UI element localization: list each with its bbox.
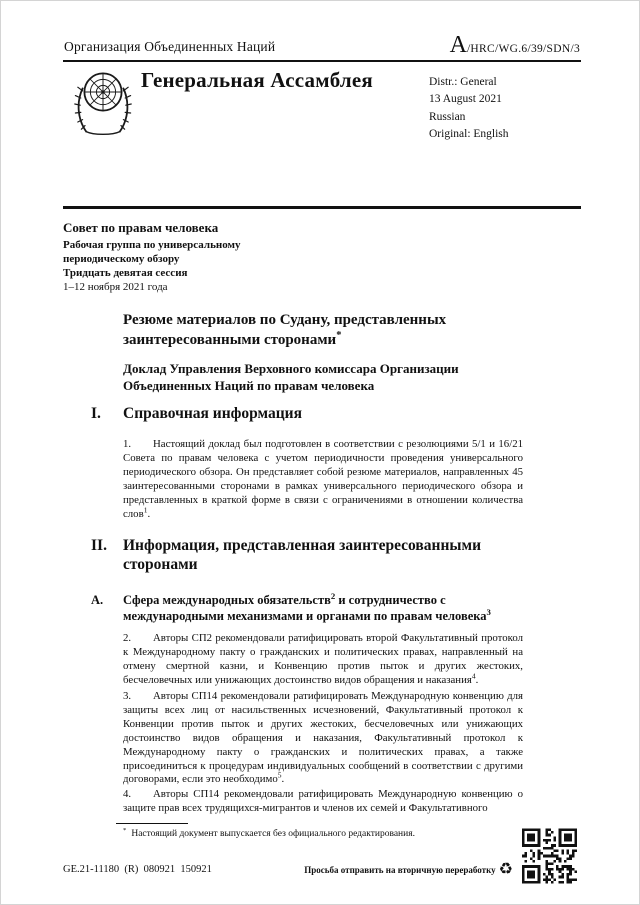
footnote-rule bbox=[116, 823, 188, 824]
doc-symbol bbox=[450, 32, 580, 59]
section-heading-1 bbox=[91, 405, 551, 423]
ge-document-number: GE.21-11180 (R) 080921 150921 bbox=[63, 864, 212, 875]
session-block bbox=[63, 220, 241, 294]
footnote-ref: 2 bbox=[330, 590, 336, 601]
distribution-block bbox=[429, 74, 509, 143]
session-dates: 1–12 ноября 2021 года bbox=[63, 280, 168, 293]
doc-symbol-series: A bbox=[449, 32, 467, 58]
qr-code bbox=[522, 827, 577, 885]
footnote-marker: * bbox=[123, 826, 127, 834]
doc-symbol-number: /HRC/WG.6/39/SDN/3 bbox=[466, 43, 580, 55]
footnote-ref: 3 bbox=[486, 607, 491, 618]
paragraph-3: 3. Авторы СП14 рекомендовали ратифицировать Международную конвенцию для защиты всех лиц от насильственных исчезновений, Факультативный протокол к Конвенции против пыток и других жестоких, бесчеловечных или унижающих достоинство видов обращения и наказания, Факультативный протокол к Международному пакту о гражданских и политических правах, а также присоединиться к процедурам индивидуальных сообщений в соответствии с другими договорами, если это необходимо$^5$. bbox=[123, 690, 523, 786]
working-group-line1: Рабочая группа по универсальному bbox=[63, 239, 241, 252]
section-heading-2 bbox=[91, 536, 541, 575]
org-name: Организация Объединенных Наций bbox=[64, 39, 276, 54]
document-title: Резюме материалов по Судану, представленных заинтересованными сторонами* bbox=[123, 312, 447, 348]
council-name: Совет по правам человека bbox=[63, 220, 219, 235]
subsection-heading-a bbox=[91, 592, 561, 625]
session-number: Тридцать девятая сессия bbox=[63, 266, 188, 279]
footnote-ref: 5 bbox=[277, 770, 282, 780]
section-title: Информация, представленная заинтересованными сторонами bbox=[123, 537, 481, 574]
distr-line: Distr.: General bbox=[429, 76, 497, 88]
section-number: I. bbox=[91, 405, 101, 422]
subsection-title: Сфера международных обязательств$^2$ и сотрудничество с международными механизмами и органами по правам человека$^3$ bbox=[123, 590, 491, 624]
section-number: II. bbox=[91, 537, 107, 554]
page-title: Генеральная Ассамблея bbox=[141, 68, 373, 92]
paragraph-1: 1. Настоящий доклад был подготовлен в соответствии с резолюциями 5/1 и 16/21 Совета по правам человека с учетом периодичности проведения универсального периодического обзора. Он представляет собой резюме материалов, направленных 45 заинтересованными сторонами в рамках универсального периодического обзора и представленных в краткой форме в связи с ограничениями в отношении количества слов$^1$. bbox=[123, 438, 523, 520]
footnote-ref: 4 bbox=[471, 671, 476, 681]
recycle-icon: ♻ bbox=[498, 861, 513, 878]
paragraph-2: 2. Авторы СП2 рекомендовали ратифицировать второй Факультативный протокол к Международному пакту о гражданских и политических правах, направленный на отмену смертной казни, и Конвенцию против пыток и других жестоких, бесчеловечных или унижающих достоинство видов обращения и наказания$^4$. bbox=[123, 632, 523, 686]
recycle-notice bbox=[304, 862, 513, 878]
document-subtitle: Доклад Управления Верховного комиссара Организации Объединенных Наций по правам человека bbox=[123, 361, 459, 393]
footnote: * Настоящий документ выпускается без официального редактирования. bbox=[123, 826, 415, 839]
section-divider-rule bbox=[63, 206, 581, 209]
title-footnote-ref: * bbox=[336, 329, 342, 341]
distr-date: 13 August 2021 bbox=[429, 93, 502, 106]
footnote-ref: 1 bbox=[143, 504, 148, 514]
distr-original: Original: English bbox=[429, 127, 509, 140]
paragraph-4: 4. Авторы СП14 рекомендовали ратифицировать Международную конвенцию о защите прав всех трудящихся-мигрантов и членов их семей и Факультативного bbox=[123, 788, 523, 814]
distr-language: Russian bbox=[429, 110, 466, 123]
subsection-letter: A. bbox=[91, 593, 104, 607]
recycle-text: Просьба отправить на вторичную переработку bbox=[304, 865, 496, 875]
un-emblem-icon bbox=[73, 64, 133, 138]
section-title: Справочная информация bbox=[123, 405, 302, 422]
header-rule bbox=[63, 60, 581, 62]
working-group-line2: периодическому обзору bbox=[63, 253, 180, 265]
